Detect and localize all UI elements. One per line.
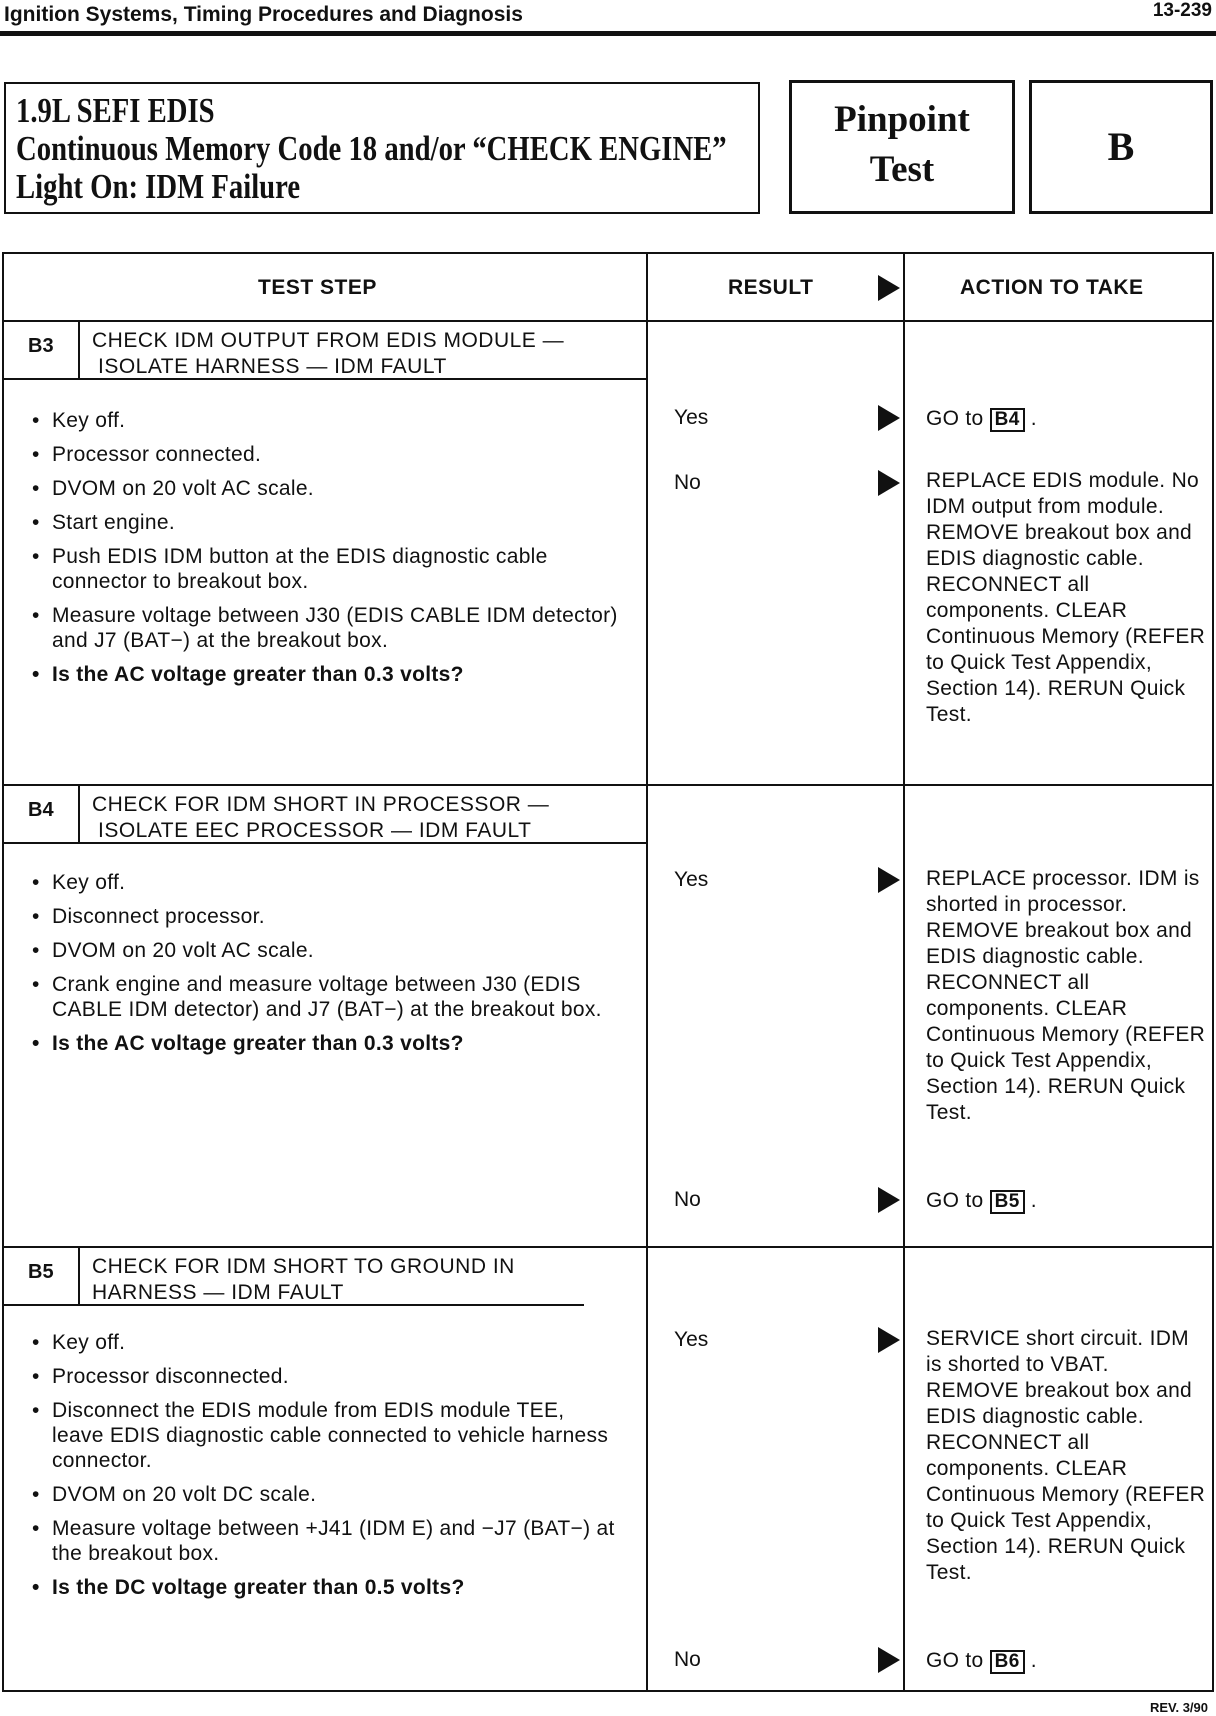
result-no: No bbox=[674, 471, 701, 494]
step-title-line: ISOLATE HARNESS — IDM FAULT bbox=[98, 355, 447, 378]
step-ref-b4[interactable]: B4 bbox=[990, 408, 1025, 432]
go-to-text: GO to bbox=[926, 407, 984, 430]
result-no: No bbox=[674, 1648, 701, 1671]
procedure-item: • Crank engine and measure voltage between J30 (EDIS CABLE IDM detector) and J7 (BAT−) at the breakout box. bbox=[30, 972, 620, 1022]
divider-result bbox=[646, 254, 648, 1690]
step-id-divider bbox=[78, 1246, 80, 1304]
procedure-item: • Measure voltage between +J41 (IDM E) and −J7 (BAT−) at the breakout box. bbox=[30, 1516, 620, 1566]
step-title-line: CHECK FOR IDM SHORT IN PROCESSOR — bbox=[92, 793, 550, 816]
result-arrow-icon bbox=[878, 275, 900, 301]
row-rule-b4 bbox=[4, 1246, 1212, 1248]
procedure-item: • Key off. bbox=[30, 1330, 620, 1355]
step-title-line: CHECK IDM OUTPUT FROM EDIS MODULE — bbox=[92, 329, 565, 352]
procedure-question: • Is the AC voltage greater than 0.3 volts? bbox=[30, 1031, 620, 1056]
procedure-item: • Key off. bbox=[30, 408, 620, 433]
step-title-line: HARNESS — IDM FAULT bbox=[92, 1281, 344, 1304]
procedure-item: • DVOM on 20 volt DC scale. bbox=[30, 1482, 620, 1507]
step-title-line: ISOLATE EEC PROCESSOR — IDM FAULT bbox=[98, 819, 532, 842]
step-id-b3: B3 bbox=[28, 335, 54, 357]
result-arrow-icon bbox=[878, 867, 900, 893]
step-b4-procedure bbox=[30, 870, 620, 1065]
result-arrow-icon bbox=[878, 405, 900, 431]
result-no: No bbox=[674, 1188, 701, 1211]
section-title: Ignition Systems, Timing Procedures and Diagnosis bbox=[4, 3, 523, 26]
step-id-b5: B5 bbox=[28, 1261, 54, 1283]
go-to-text: GO to bbox=[926, 1649, 984, 1672]
step-title-line: CHECK FOR IDM SHORT TO GROUND IN bbox=[92, 1255, 515, 1278]
action-b4-yes: REPLACE processor. IDM is shorted in processor. REMOVE breakout box and EDIS diagnostic cable. RECONNECT all components. CLEAR Continuous Memory (REFER to Quick Test Appendix, Section 14). RERUN Quick Test. bbox=[926, 867, 1206, 1124]
go-to-suffix: . bbox=[1030, 1649, 1037, 1672]
action-b5-yes: SERVICE short circuit. IDM is shorted to VBAT. REMOVE breakout box and EDIS diagnostic cable. RECONNECT all components. CLEAR Continuous Memory (REFER to Quick Test Appendix, Section 14). RERUN Quick Test. bbox=[926, 1327, 1206, 1584]
page-number: 13-239 bbox=[1152, 0, 1212, 21]
col-action: ACTION TO TAKE bbox=[960, 276, 1144, 299]
title-box bbox=[4, 82, 760, 214]
go-to-text: GO to bbox=[926, 1189, 984, 1212]
procedure-item: • DVOM on 20 volt AC scale. bbox=[30, 476, 620, 501]
col-result: RESULT bbox=[728, 276, 814, 299]
step-id-divider bbox=[78, 784, 80, 842]
procedure-item: • Measure voltage between J30 (EDIS CABLE IDM detector) and J7 (BAT−) at the breakout box. bbox=[30, 603, 620, 653]
header-rule bbox=[0, 31, 1216, 36]
result-yes: Yes bbox=[674, 406, 709, 429]
step-title-b4 bbox=[92, 792, 549, 844]
pinpoint-test-box bbox=[789, 80, 1015, 214]
procedure-item: • Start engine. bbox=[30, 510, 620, 535]
go-to-suffix: . bbox=[1030, 407, 1037, 430]
title-text bbox=[16, 92, 727, 206]
pinpoint-table bbox=[2, 252, 1214, 1692]
revision-date: REV. 3/90 bbox=[1149, 1700, 1208, 1715]
result-yes: Yes bbox=[674, 868, 709, 891]
step-title-b5 bbox=[92, 1254, 515, 1306]
title-line-2: Continuous Memory Code 18 and/or “CHECK ENGINE” bbox=[16, 129, 727, 168]
title-line-3: Light On: IDM Failure bbox=[16, 167, 301, 206]
action-b5-no bbox=[926, 1648, 1206, 1674]
procedure-item: • Push EDIS IDM button at the EDIS diagnostic cable connector to breakout box. bbox=[30, 544, 620, 594]
action-b4-no bbox=[926, 1188, 1206, 1214]
result-arrow-icon bbox=[878, 1187, 900, 1213]
go-to-suffix: . bbox=[1030, 1189, 1037, 1212]
col-test-step: TEST STEP bbox=[258, 276, 377, 299]
procedure-item: • Disconnect processor. bbox=[30, 904, 620, 929]
pinpoint-label: Pinpoint bbox=[834, 99, 970, 140]
procedure-item: • Disconnect the EDIS module from EDIS module TEE, leave EDIS diagnostic cable connected to vehicle harness connector. bbox=[30, 1398, 620, 1473]
test-label: Test bbox=[869, 149, 935, 190]
step-ref-b6[interactable]: B6 bbox=[990, 1650, 1025, 1674]
procedure-question: • Is the AC voltage greater than 0.3 volts? bbox=[30, 662, 620, 687]
step-ref-b5[interactable]: B5 bbox=[990, 1190, 1025, 1214]
procedure-item: • Processor connected. bbox=[30, 442, 620, 467]
result-yes: Yes bbox=[674, 1328, 709, 1351]
step-title-b3 bbox=[92, 328, 564, 380]
step-id-divider bbox=[78, 320, 80, 378]
procedure-question: • Is the DC voltage greater than 0.5 volts? bbox=[30, 1575, 620, 1600]
divider-action bbox=[903, 254, 905, 1690]
action-b3-yes bbox=[926, 406, 1206, 432]
test-letter: B bbox=[1107, 124, 1135, 169]
row-rule-b3 bbox=[4, 784, 1212, 786]
result-arrow-icon bbox=[878, 470, 900, 496]
test-letter-box bbox=[1029, 80, 1213, 214]
action-b3-no: REPLACE EDIS module. No IDM output from module. REMOVE breakout box and EDIS diagnostic cable. RECONNECT all components. CLEAR Continuous Memory (REFER to Quick Test Appendix, Section 14). RERUN Quick Test. bbox=[926, 469, 1206, 726]
step-b3-procedure bbox=[30, 408, 620, 696]
title-line-1: 1.9L SEFI EDIS bbox=[16, 91, 215, 130]
procedure-item: • DVOM on 20 volt AC scale. bbox=[30, 938, 620, 963]
step-id-b4: B4 bbox=[28, 799, 54, 821]
procedure-item: • Processor disconnected. bbox=[30, 1364, 620, 1389]
header-row-rule bbox=[4, 320, 1212, 322]
step-b5-procedure bbox=[30, 1330, 620, 1609]
procedure-item: • Key off. bbox=[30, 870, 620, 895]
result-arrow-icon bbox=[878, 1327, 900, 1353]
result-arrow-icon bbox=[878, 1647, 900, 1673]
